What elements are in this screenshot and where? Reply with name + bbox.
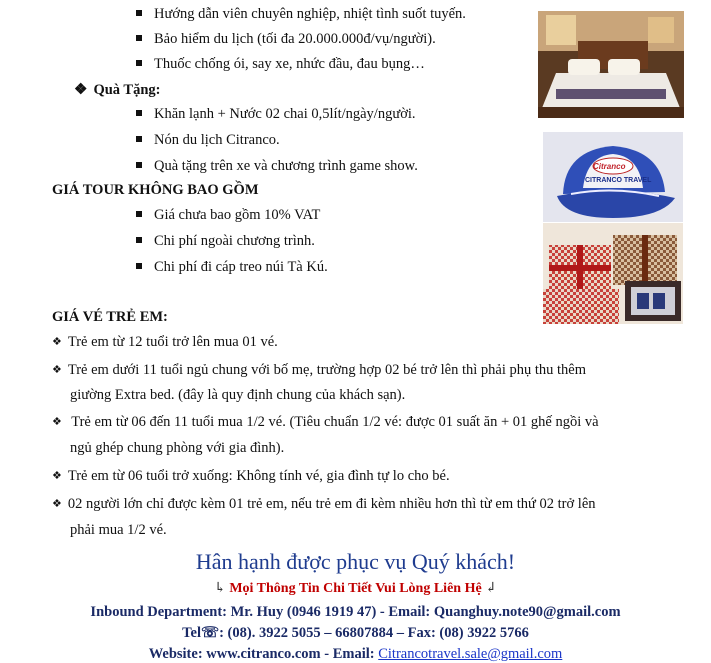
gift-item-3: Quà tặng trên xe và chương trình game show. [136, 156, 418, 176]
diamond-bullet-icon: ❖ [52, 498, 62, 510]
phone-fax-line: Tel☏: (08). 3922 5055 – 66807884 – Fax: (08) 3922 5766 [182, 625, 529, 641]
square-bullet-icon [136, 60, 142, 66]
diamond-bullet-icon: ❖ [52, 364, 62, 376]
children-rule-3-cont: ngủ ghép chung phòng với gia đình). [70, 440, 285, 456]
square-bullet-icon [136, 10, 142, 16]
excluded-item-2: Chi phí ngoài chương trình. [136, 231, 315, 251]
gift-item-2: Nón du lịch Citranco. [136, 130, 280, 150]
square-bullet-icon [136, 136, 142, 142]
square-bullet-icon [136, 162, 142, 168]
children-rule-1: ❖ Trẻ em từ 12 tuổi trở lên mua 01 vé. [52, 334, 278, 350]
cap-text-label: CITRANCO TRAVEL [585, 177, 652, 184]
hotel-room-photo [538, 11, 684, 118]
square-bullet-icon [136, 237, 142, 243]
cap-brand-label: Citranco [593, 162, 626, 171]
email-link[interactable]: Citrancotravel.sale@gmail.com [378, 646, 563, 662]
hotel-room-image [538, 11, 684, 118]
square-bullet-icon [136, 211, 142, 217]
arrow-right-icon: ↳ [214, 581, 230, 596]
contact-prompt: ↳ Mọi Thông Tin Chi Tiết Vui Lòng Liên Hệ ↲ [214, 581, 497, 596]
excluded-item-3: Chi phí đi cáp treo núi Tà Kú. [136, 257, 328, 277]
diamond-bullet-icon: ❖ [52, 336, 62, 348]
welcome-message: Hân hạnh được phục vụ Quý khách! [195, 549, 516, 574]
excluded-item-1: Giá chưa bao gồm 10% VAT [136, 205, 320, 225]
square-bullet-icon [136, 110, 142, 116]
included-item-2: Bảo hiểm du lịch (tối đa 20.000.000đ/vụ/người). [136, 29, 436, 49]
gift-boxes-image [543, 223, 683, 324]
included-item-3: Thuốc chống ói, say xe, nhức đầu, đau bụng… [136, 54, 425, 74]
gifts-heading: ❖ Quà Tặng: [74, 82, 161, 98]
children-rule-2-cont: giường Extra bed. (đây là quy định chung của khách sạn). [70, 387, 406, 403]
children-rule-5: ❖ 02 người lớn chỉ được kèm 01 trẻ em, nếu trẻ em đi kèm nhiều hơn thì từ em thứ 02 trở lên [52, 496, 596, 512]
diamond-bullet-icon: ❖ [52, 416, 62, 428]
diamond-bullet-icon: ❖ [74, 82, 88, 98]
children-rule-5-cont: phải mua 1/2 vé. [70, 522, 167, 538]
square-bullet-icon [136, 35, 142, 41]
arrow-left-icon: ↲ [481, 581, 497, 596]
children-heading: GIÁ VÉ TRẺ EM: [52, 309, 168, 325]
square-bullet-icon [136, 263, 142, 269]
children-rule-4: ❖ Trẻ em từ 06 tuổi trở xuống: Không tính vé, gia đình tự lo cho bé. [52, 468, 450, 484]
website-label: Website: www.citranco.com - Email: [148, 646, 379, 662]
children-rule-3: ❖ Trẻ em từ 06 đến 11 tuổi mua 1/2 vé. (Tiêu chuẩn 1/2 vé: được 01 suất ăn + 01 ghế ngồi và [52, 414, 599, 430]
inbound-department-line: Inbound Department: Mr. Huy (0946 1919 47) - Email: Quanghuy.note90@gmail.com [90, 604, 621, 620]
excluded-heading: GIÁ TOUR KHÔNG BAO GỒM [52, 182, 259, 198]
gift-item-1: Khăn lạnh + Nước 02 chai 0,5lít/ngày/người. [136, 104, 416, 124]
gift-boxes-photo [543, 223, 683, 324]
citranco-cap-photo [543, 132, 683, 222]
website-line [0, 645, 711, 663]
diamond-bullet-icon: ❖ [52, 470, 62, 482]
included-item-1: Hướng dẫn viên chuyên nghiệp, nhiệt tình suốt tuyến. [136, 4, 466, 24]
children-rule-2: ❖ Trẻ em dưới 11 tuổi ngủ chung với bố mẹ, trường hợp 02 bé trở lên thì phải phụ thu thêm [52, 362, 587, 378]
